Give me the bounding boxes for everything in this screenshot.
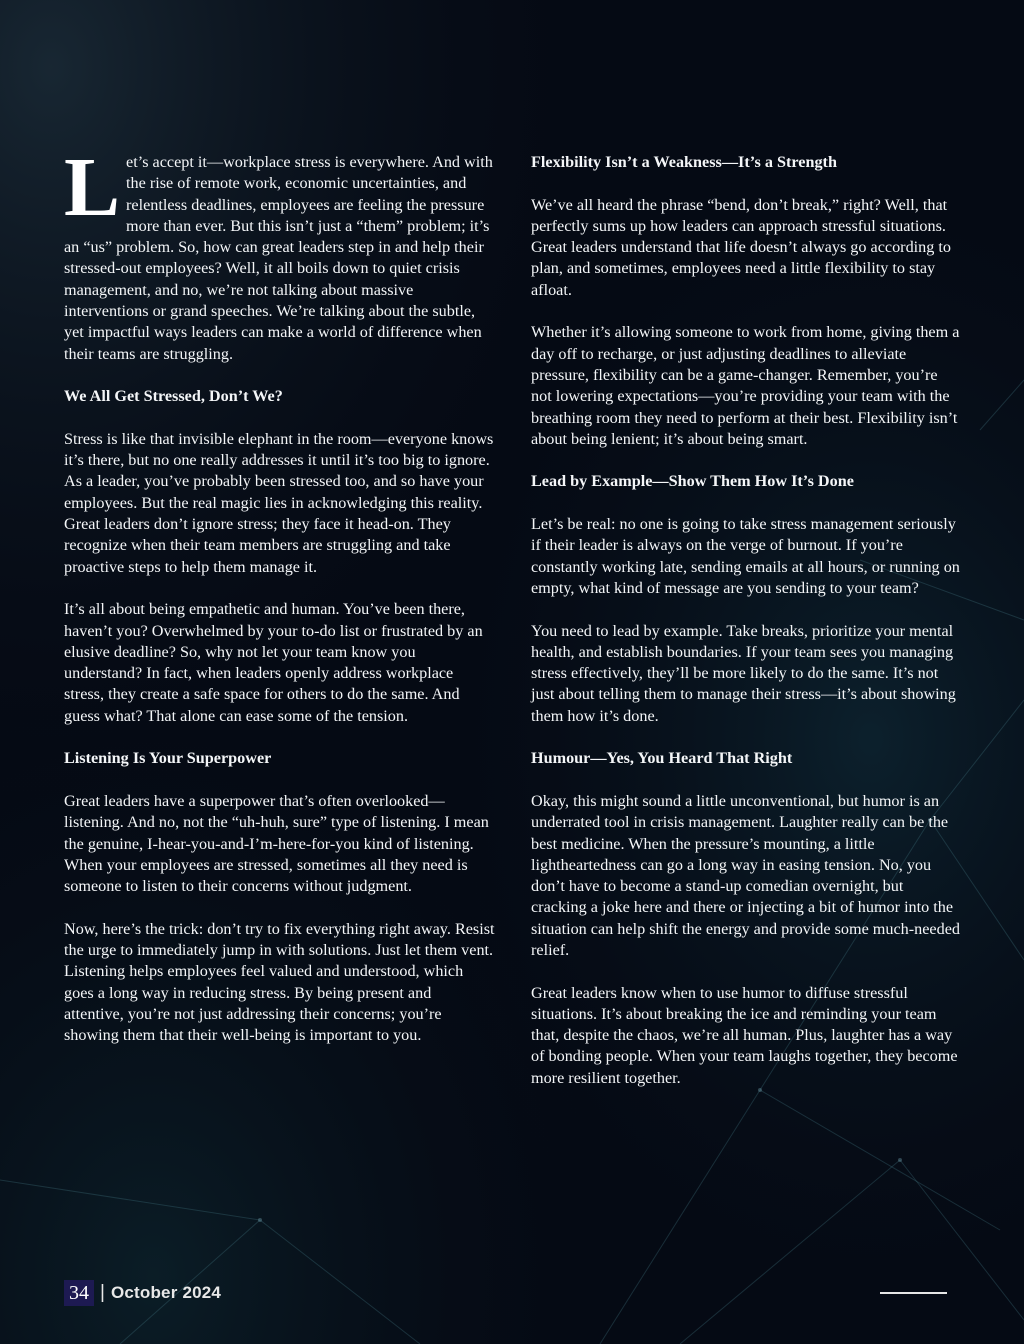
body-paragraph: Great leaders have a superpower that’s often overlooked—listening. And no, not the “uh-huh, sure” type of listening. I mean the genuine, I-hear-you-and-I’m-here-for-you kind of listening. When your employees are stressed, sometimes all they need is someone to listen to their concerns without judgment. (64, 791, 489, 896)
body-paragraph: Whether it’s allowing someone to work from home, giving them a day off to recharge, or just adjusting deadlines to alleviate pressure, flexibility can be a game-changer. Remember, you’re not lowering expectations—you’re providing your team with the breathing room they need to perform at their best. Flexibility isn’t about being lenient; it’s about being smart. (531, 323, 960, 448)
body-paragraph: Now, here’s the trick: don’t try to fix everything right away. Resist the urge to immediately jump in with solutions. Just let them vent. Listening helps employees feel valued and understood, which goes a long way in reducing stress. By being present and attentive, you’re not just addressing their concerns; you’re showing them that their well-being is important to you. (64, 919, 495, 1045)
section-heading: Lead by Example—Show Them How It’s Done (531, 472, 854, 491)
left-column (64, 141, 495, 1068)
intro-text: et’s accept it—workplace stress is everywhere. And with the rise of remote work, economic uncertainties, and relentless deadlines, employees are feeling the pressure more than ever. But this isn’t just a “them” problem; it’s an “us” problem. So, how can great leaders step in and help their stressed-out employees? Well, it all boils down to quiet crisis management, and no, we’re not talking about massive interventions or grand speeches. We’re talking about the subtle, yet impactful ways leaders can make a world of difference when their teams are struggling. (64, 153, 493, 363)
page-number: 34 (64, 1280, 94, 1306)
section-heading: We All Get Stressed, Don’t We? (64, 387, 283, 406)
section-heading: Flexibility Isn’t a Weakness—It’s a Strength (531, 153, 837, 171)
body-paragraph: You need to lead by example. Take breaks, prioritize your mental health, and establish boundaries. If your team sees you managing stress effectively, they’ll be more likely to do the same. It’s not just about telling them to manage their stress—it’s about showing them how it’s done. (531, 621, 956, 725)
body-paragraph: Great leaders know when to use humor to diffuse stressful situations. It’s about breaking the ice and reminding your team that, despite the chaos, we’re all human. Plus, laughter has a way of bonding people. When your team laughs together, they become more resilient together. (531, 983, 958, 1087)
body-paragraph: Okay, this might sound a little unconventional, but humor is an underrated tool in crisis management. Laughter really can be the best medicine. When the pressure’s mounting, a little lightheartedness can go a long way in easing tension. No, you don’t have to become a stand-up comedian overnight, but cracking a joke here and there or injecting a bit of humor into the situation can help shift the energy and provide some much-needed relief. (531, 791, 960, 959)
body-paragraph: Let’s be real: no one is going to take stress management seriously if their leader is always on the verge of burnout. If you’re constantly working late, sending emails at all hours, or running on empty, what kind of message are you sending to your team? (531, 515, 960, 597)
page-footer (64, 1280, 221, 1306)
body-paragraph: We’ve all heard the phrase “bend, don’t break,” right? Well, that perfectly sums up how leaders can approach stressful situations. Great leaders understand that life doesn’t always go according to plan, and sometimes, employees need a little flexibility to stay afloat. (531, 195, 951, 299)
right-column (531, 152, 962, 1110)
section-heading: Listening Is Your Superpower (64, 749, 272, 768)
intro-paragraph (64, 141, 495, 365)
section-heading: Humour—Yes, You Heard That Right (531, 749, 793, 768)
footer-rule (880, 1292, 947, 1294)
body-paragraph: Stress is like that invisible elephant in the room—everyone knows it’s there, but no one really addresses it until it’s too big to ignore. As a leader, you’ve probably been stressed too, and so have your employees. But the real magic lies in acknowledging this reality. Great leaders don’t ignore stress; they face it head-on. They recognize when their team members are struggling and take proactive steps to help them manage it. (64, 429, 494, 576)
body-paragraph: It’s all about being empathetic and human. You’ve been there, haven’t you? Overwhelmed by your to-do list or frustrated by an elusive deadline? So, why not let your team know you understand? In fact, when leaders openly address workplace stress, they create a safe space for others to do the same. And guess what? That alone can ease some of the tension. (64, 600, 483, 725)
issue-date: October 2024 (110, 1283, 222, 1302)
drop-cap: L (64, 141, 121, 234)
footer-separator: | (100, 1282, 105, 1303)
